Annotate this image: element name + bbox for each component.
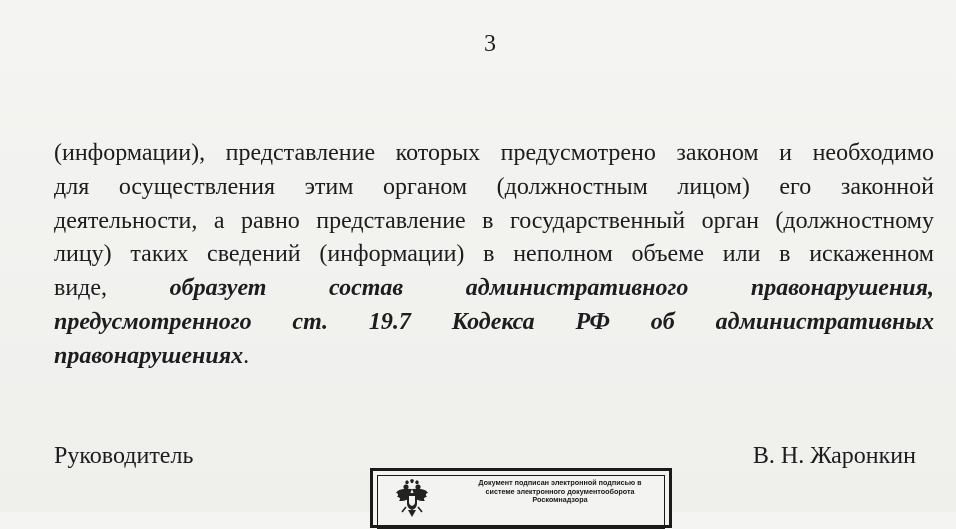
paragraph-end-period: . [243, 342, 250, 369]
paragraph-line-5-plain: виде, [54, 275, 170, 302]
paragraph-line-2: для осуществления этим органом (должностным лицом) его законной [54, 173, 934, 200]
signer-role: Руководитель [54, 443, 194, 469]
paragraph-line-6: предусмотренного ст. 19.7 Кодекса РФ об административных [54, 308, 934, 335]
stamp-text [455, 479, 665, 505]
stamp-text-line-2: системе электронного документооборота [485, 486, 635, 496]
emphasis-text-end: правонарушениях [54, 342, 244, 369]
page-number: 3 [484, 31, 496, 57]
paragraph-line-3: деятельности, а равно представление в государственный орган (должностному [54, 207, 934, 234]
paragraph-line-1: (информации), представление которых предусмотрено законом и необходимо [54, 140, 934, 166]
paragraph-line-5 [54, 272, 934, 306]
body-paragraph [54, 137, 934, 374]
stamp-text-line-3: Роскомнадзора [532, 495, 588, 504]
electronic-signature-stamp [370, 468, 672, 528]
paragraph-line-7 [54, 340, 934, 374]
signer-name: В. Н. Жаронкин [752, 443, 916, 469]
paragraph-line-4: лицу) таких сведений (информации) в неполном объеме или в искаженном [54, 241, 934, 268]
emphasis-text: образует состав административного правонарушения, [169, 275, 934, 302]
stamp-text-line-1: Документ подписан электронной подписью в [478, 478, 642, 487]
double-headed-eagle-emblem-icon [395, 479, 429, 519]
